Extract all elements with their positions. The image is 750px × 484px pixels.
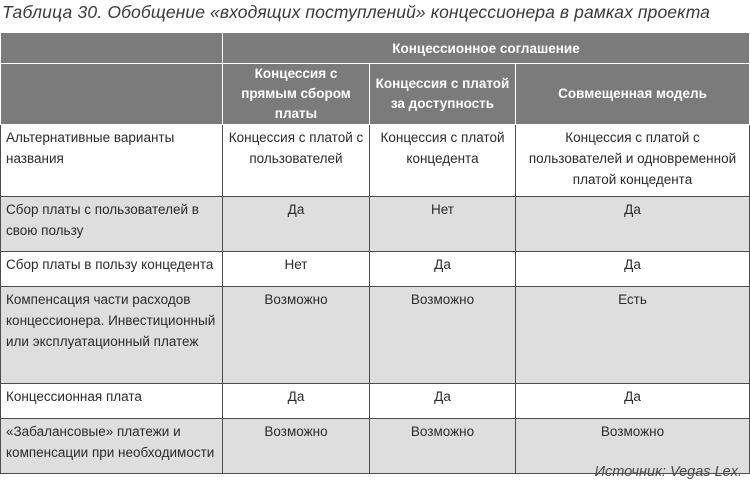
table-cell: Концессия с платой с пользователей и одновременной платой концедента xyxy=(516,125,750,197)
table-cell: Возможно xyxy=(516,419,750,474)
concession-table xyxy=(0,32,750,474)
column-header-availability-payment: Концессия с платой за доступность xyxy=(370,64,516,125)
column-header-combined-model: Совмещенная модель xyxy=(516,64,750,125)
table-cell: Нет xyxy=(370,197,516,252)
table-cell: Возможно xyxy=(370,287,516,384)
table-row xyxy=(1,287,750,384)
table-cell: Возможно xyxy=(370,419,516,474)
table-cell: Да xyxy=(370,384,516,419)
table-row xyxy=(1,384,750,419)
table-cell: Да xyxy=(516,197,750,252)
table-number: Таблица 30. xyxy=(2,2,103,22)
table-cell: Да xyxy=(516,252,750,287)
table-cell: Есть xyxy=(516,287,750,384)
table-cell: Да xyxy=(223,384,370,419)
table-row xyxy=(1,197,750,252)
row-label: Альтернативные варианты названия xyxy=(1,125,223,197)
table-cell: Возможно xyxy=(223,287,370,384)
table-cell: Возможно xyxy=(223,419,370,474)
header-corner-cell-lower xyxy=(1,64,223,125)
row-label: Концессионная плата xyxy=(1,384,223,419)
group-header: Концессионное соглашение xyxy=(223,33,750,64)
row-label: Компенсация части расходов концессионера. Инвестиционный или эксплуатационный платеж xyxy=(1,287,223,384)
source-note: Источник: Vegas Lex. xyxy=(594,464,742,480)
table-title: Обобщение «входящих поступлений» концессионера в рамках проекта xyxy=(107,2,711,22)
table-row xyxy=(1,125,750,197)
column-header-direct-fee: Концессия с прямым сбором платы xyxy=(223,64,370,125)
row-label: Сбор платы в пользу концедента xyxy=(1,252,223,287)
table-cell: Да xyxy=(370,252,516,287)
table-caption xyxy=(2,0,748,28)
table-row xyxy=(1,252,750,287)
row-label: Сбор платы с пользователей в свою пользу xyxy=(1,197,223,252)
row-label: «Забалансовые» платежи и компенсации при необходимости xyxy=(1,419,223,474)
header-corner-cell xyxy=(1,33,223,64)
table-cell: Концессия с платой с пользователей xyxy=(223,125,370,197)
table-cell: Концессия с платой концедента xyxy=(370,125,516,197)
table-cell: Нет xyxy=(223,252,370,287)
table-cell: Да xyxy=(516,384,750,419)
table-cell: Да xyxy=(223,197,370,252)
